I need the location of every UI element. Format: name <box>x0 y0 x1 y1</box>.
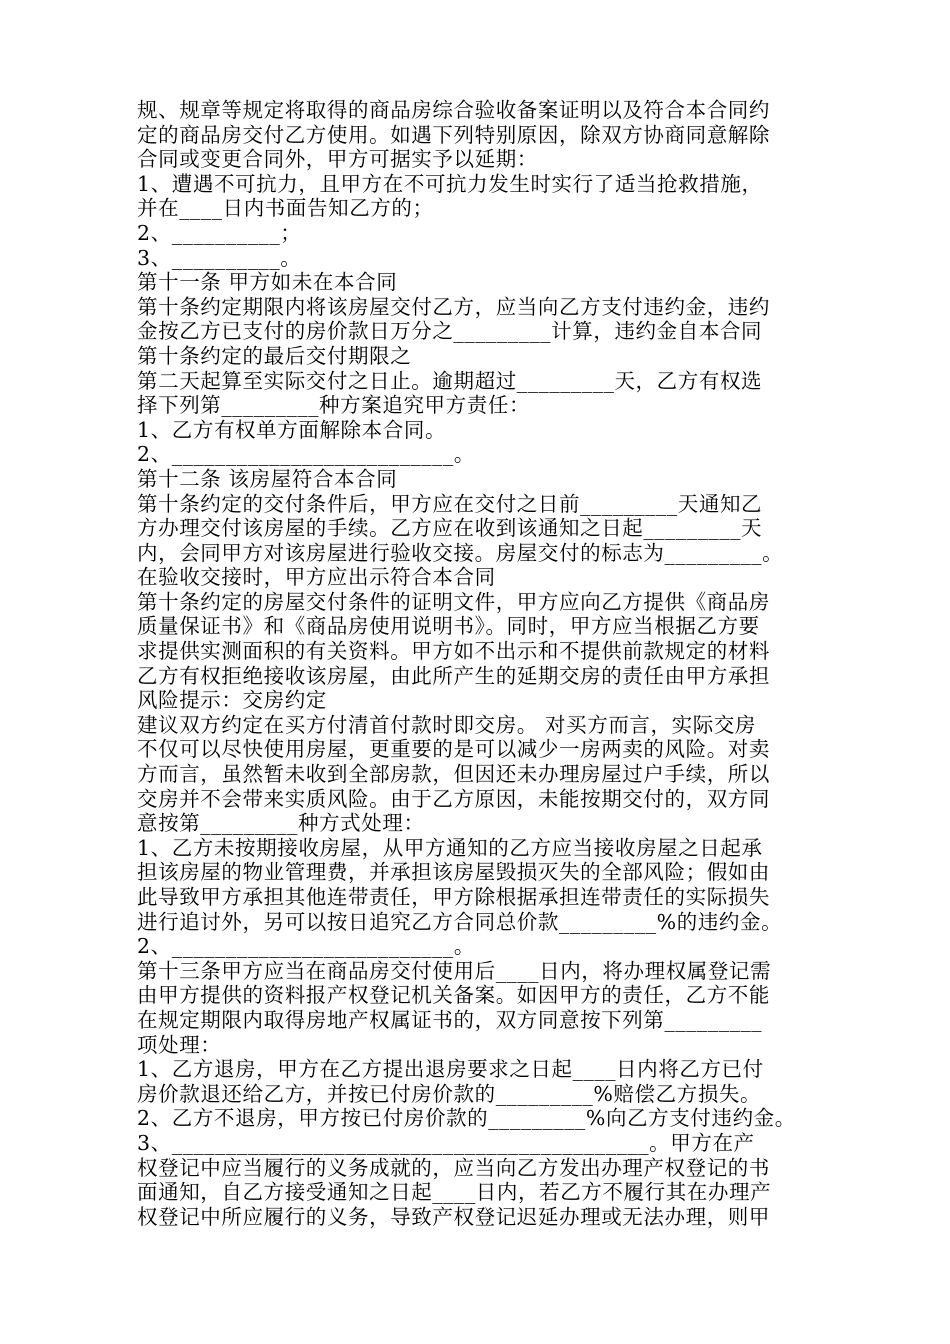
text-line: 不仅可以尽快使用房屋，更重要的是可以减少一房两卖的风险。对卖 <box>137 737 770 762</box>
text-line: 建议双方约定在买方付清首付款时即交房。 对买方而言，实际交房 <box>137 712 757 737</box>
text-line: 房价款退还给乙方，并按已付房价款的_________%赔偿乙方损失。 <box>137 1081 762 1106</box>
risk-tip-heading: 风险提示：交房约定 <box>137 688 327 713</box>
text-line: 方而言，虽然暂未收到全部房款，但因还未办理房屋过户手续，所以 <box>137 762 770 787</box>
text-line: 1、乙方未按期接收房屋，从甲方通知的乙方应当接收房屋之日起承 <box>137 835 763 860</box>
text-line: 1、乙方退房，甲方在乙方提出退房要求之日起____日内将乙方已付 <box>137 1057 764 1082</box>
text-line: 3、____________________________________________。甲方在产 <box>137 1130 755 1155</box>
text-line: 此导致甲方承担其他连带责任，甲方除根据承担连带责任的实际损失 <box>137 885 770 909</box>
text-line: 第十条约定的房屋交付条件的证明文件，甲方应向乙方提供《商品房 <box>137 589 770 614</box>
text-line: 2、__________________________。 <box>137 442 475 467</box>
text-line: 求提供实测面积的有关资料。甲方如不出示和不提供前款规定的材料 <box>137 639 770 664</box>
text-line: 并在____日内书面告知乙方的； <box>137 196 434 221</box>
text-line: 3、__________。 <box>137 245 302 270</box>
text-line: 2、乙方不退房，甲方按已付房价款的_________%向乙方支付违约金。 <box>137 1106 796 1131</box>
text-line: 权登记中应当履行的义务成就的，应当向乙方发出办理产权登记的书 <box>137 1155 770 1180</box>
article-heading: 第十一条 甲方如未在本合同 <box>137 270 398 295</box>
text-line: 规、规章等规定将取得的商品房综合验收备案证明以及符合本合同约 <box>137 98 770 122</box>
text-line: 方办理交付该房屋的手续。乙方应在收到该通知之日起_________天 <box>137 516 763 541</box>
text-line: 由甲方提供的资料报产权登记机关备案。如因甲方的责任，乙方不能 <box>137 983 770 1008</box>
article-heading: 第十三条甲方应当在商品房交付使用后____日内，将办理权属登记需 <box>137 958 772 983</box>
text-line: 2、__________； <box>137 220 302 245</box>
text-line: 内，会同甲方对该房屋进行验收交接。房屋交付的标志为_________。 <box>137 540 784 565</box>
text-line: 意按第_________种方式处理： <box>137 811 425 836</box>
text-line: 择下列第_________种方案追究甲方责任： <box>137 393 531 418</box>
text-line: 质量保证书》和《商品房使用说明书》。同时，甲方应当根据乙方要 <box>137 614 760 639</box>
text-line: 2、__________________________。 <box>137 934 475 959</box>
text-line: 第十条约定的最后交付期限之 <box>137 343 412 368</box>
text-line: 进行追讨外，另可以按日追究乙方合同总价款_________%的违约金。 <box>137 909 783 934</box>
text-line: 1、遭遇不可抗力，且甲方在不可抗力发生时实行了适当抢救措施， <box>137 171 763 196</box>
article-heading: 第十二条 该房屋符合本合同 <box>137 466 398 491</box>
text-line: 交房并不会带来实质风险。由于乙方原因，未能按期交付的，双方同 <box>137 786 770 811</box>
text-line: 担该房屋的物业管理费，并承担该房屋毁损灭失的全部风险；假如由 <box>137 860 770 885</box>
text-line: 定的商品房交付乙方使用。如遇下列特别原因，除双方协商同意解除 <box>137 122 770 147</box>
text-line: 第十条约定的交付条件后，甲方应在交付之日前_________天通知乙 <box>137 491 763 516</box>
text-line: 在规定期限内取得房地产权属证书的，双方同意按下列第_________ <box>137 1007 763 1032</box>
text-line: 乙方有权拒绝接收该房屋，由此所产生的延期交房的责任由甲方承担 <box>137 663 770 688</box>
text-line: 第十条约定期限内将该房屋交付乙方，应当向乙方支付违约金，违约 <box>137 294 770 319</box>
text-line: 1、乙方有权单方面解除本合同。 <box>137 417 447 442</box>
text-line: 项处理： <box>137 1032 222 1057</box>
text-line: 合同或变更合同外，甲方可据实予以延期： <box>137 147 538 172</box>
text-line: 第二天起算至实际交付之日止。逾期超过_________天，乙方有权选 <box>137 368 763 393</box>
document-page <box>137 98 827 1229</box>
text-line: 金按乙方已支付的房价款日万分之_________计算，违约金自本合同 <box>137 319 763 344</box>
text-line: 面通知，自乙方接受通知之日起____日内，若乙方不履行其在办理产 <box>137 1180 772 1205</box>
text-line: 在验收交接时，甲方应出示符合本合同 <box>137 565 496 590</box>
text-line: 权登记中所应履行的义务，导致产权登记迟延办理或无法办理，则甲 <box>137 1204 770 1229</box>
